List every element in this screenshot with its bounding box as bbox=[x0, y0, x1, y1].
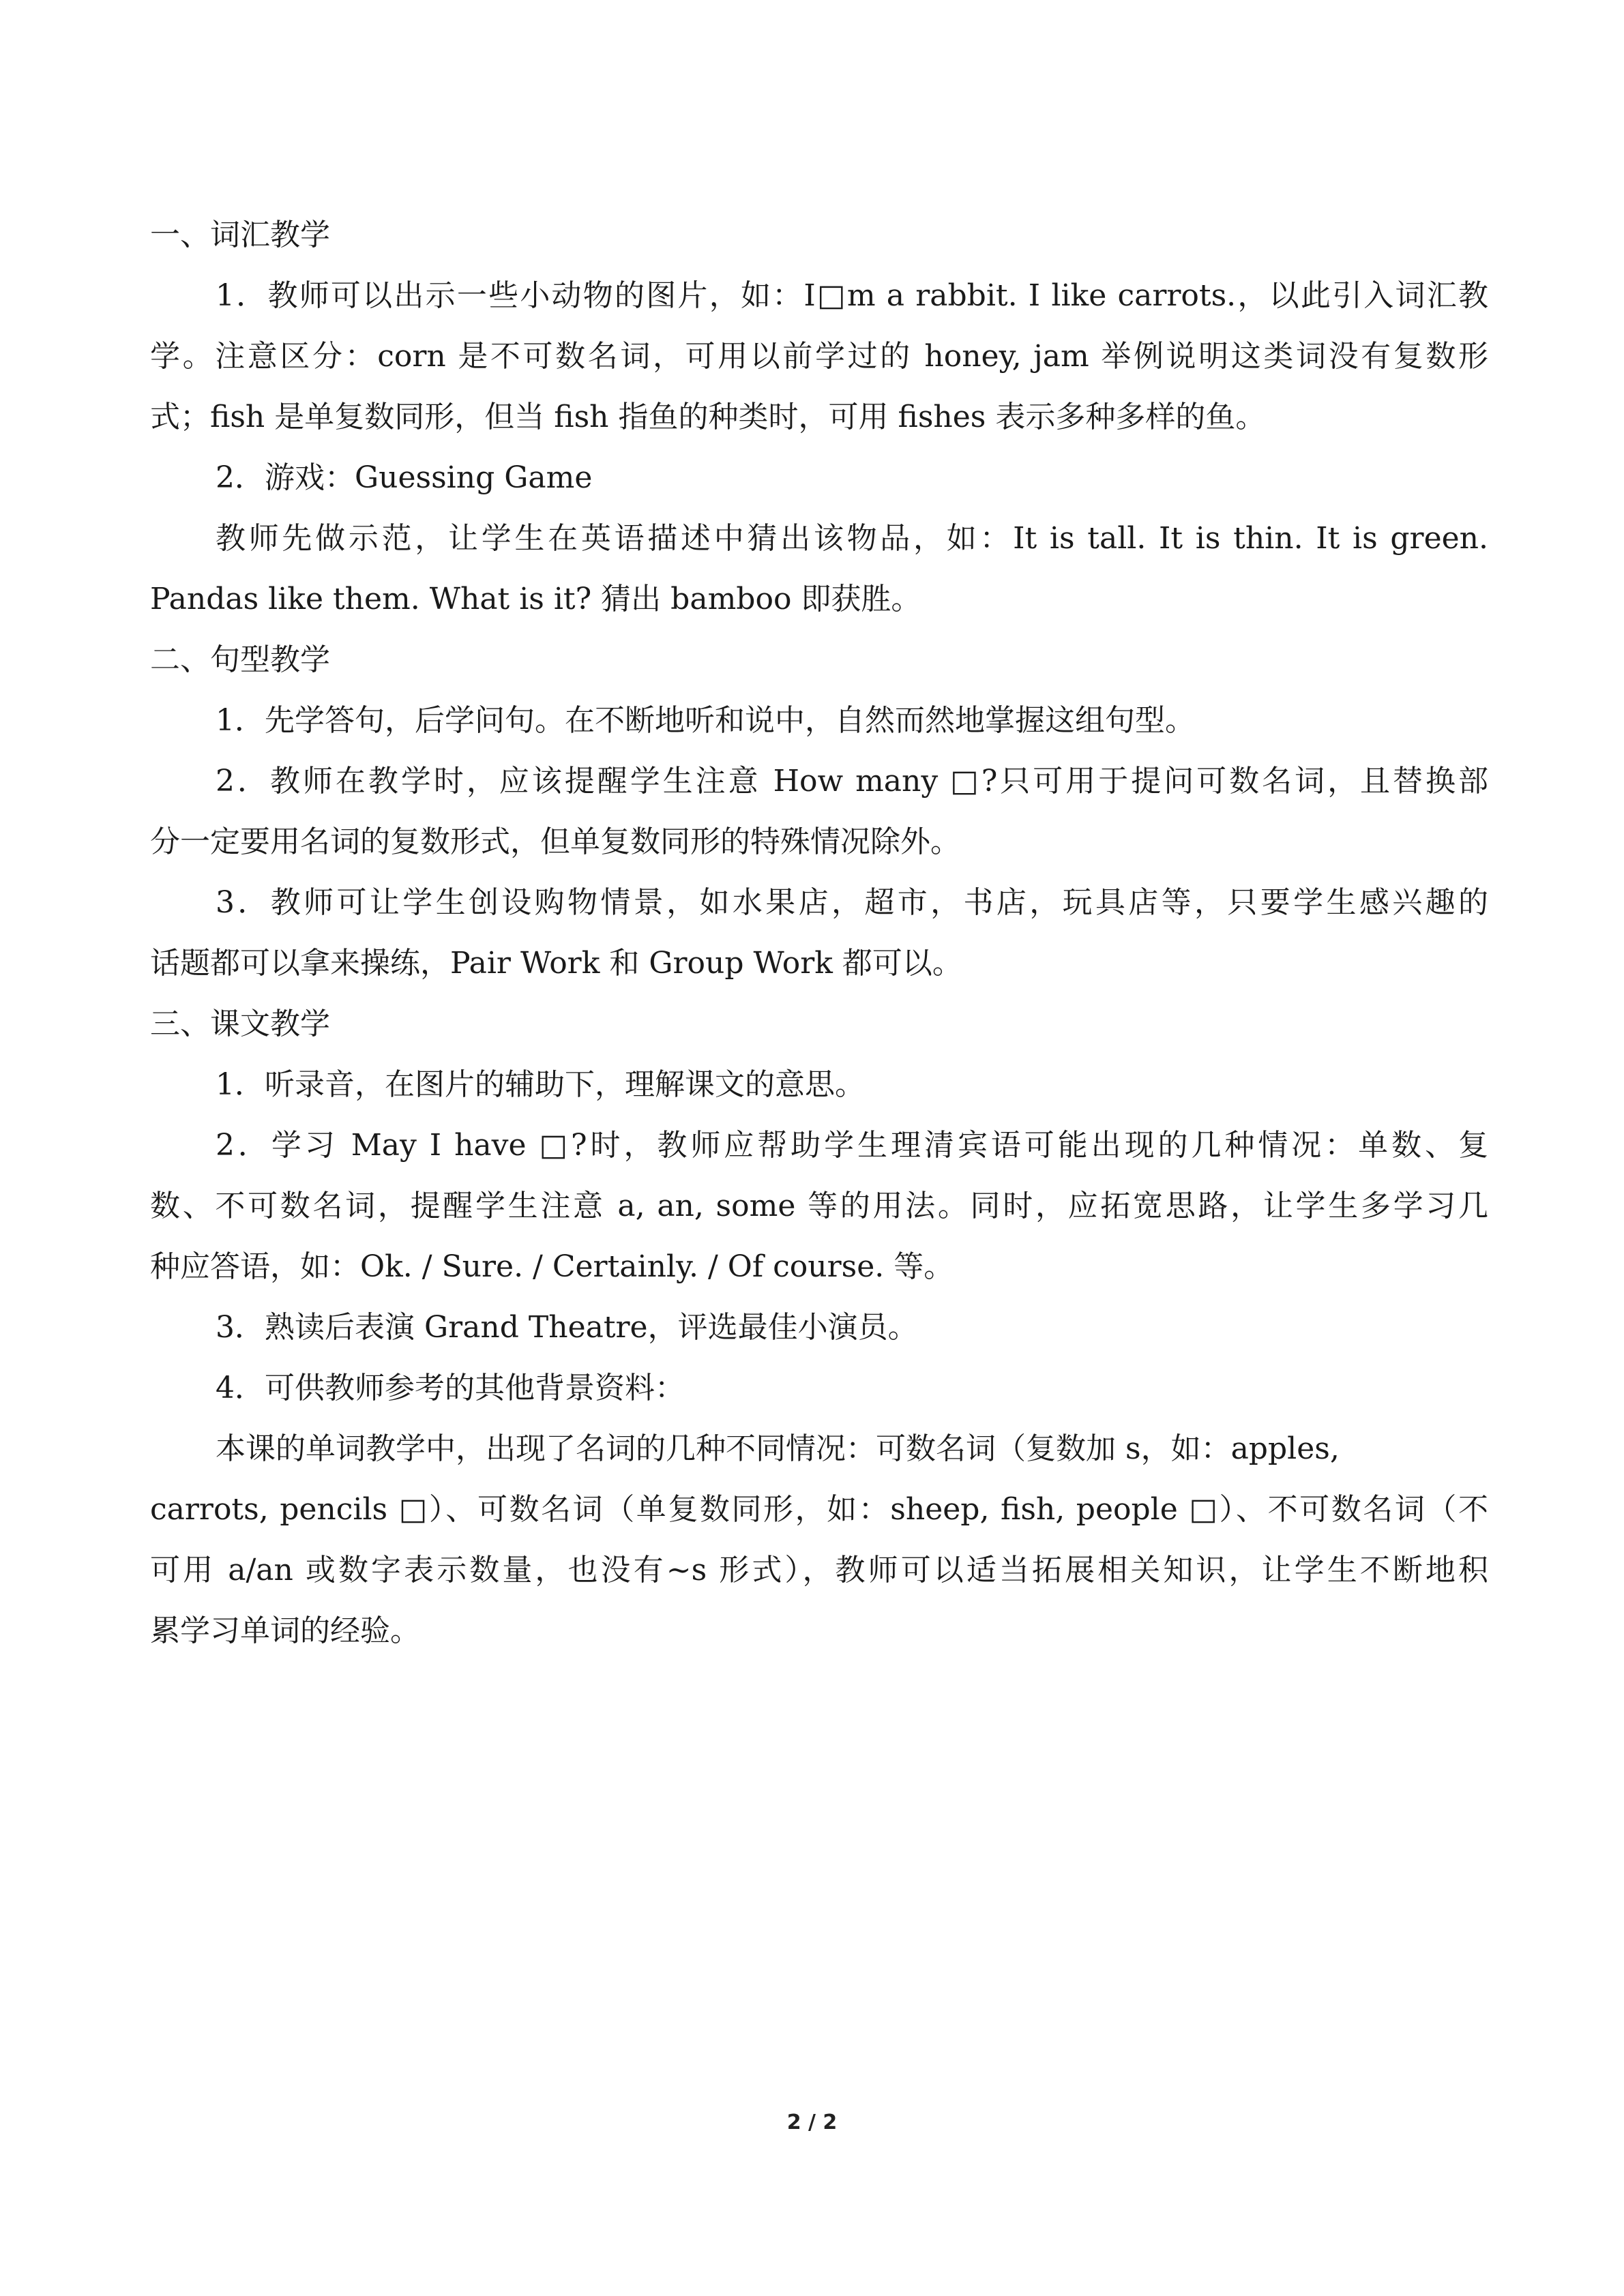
paragraph-line: 分一定要用名词的复数形式，但单复数同形的特殊情况除外。 bbox=[150, 824, 960, 859]
document-body bbox=[150, 205, 1488, 1661]
paragraph-line: 2．教师在教学时，应该提醒学生注意 How many □?只可用于提问可数名词，且替换部 bbox=[216, 764, 1488, 799]
section-heading-sentence-patterns: 二、句型教学 bbox=[150, 642, 330, 677]
paragraph-line: 数、不可数名词，提醒学生注意 a, an, some 等的用法。同时，应拓宽思路，让学生多学习几 bbox=[150, 1189, 1488, 1223]
paragraph-line: 3．熟读后表演 Grand Theatre，评选最佳小演员。 bbox=[216, 1310, 918, 1345]
paragraph-line: 话题都可以拿来操练，Pair Work 和 Group Work 都可以。 bbox=[150, 946, 962, 981]
paragraph-line: 1．听录音，在图片的辅助下，理解课文的意思。 bbox=[216, 1067, 865, 1102]
paragraph-line: 本课的单词教学中，出现了名词的几种不同情况：可数名词（复数加 s，如：apples, bbox=[216, 1431, 1340, 1466]
paragraph-line: 可用 a/an 或数字表示数量，也没有~s 形式），教师可以适当拓展相关知识，让学生不断地积 bbox=[150, 1553, 1488, 1587]
paragraph-line: 式；fish 是单复数同形，但当 fish 指鱼的种类时，可用 fishes 表示多种多样的鱼。 bbox=[150, 400, 1266, 434]
page-number: 2 / 2 bbox=[786, 2111, 838, 2134]
section-heading-vocabulary: 一、词汇教学 bbox=[150, 218, 330, 252]
paragraph-line: carrots, pencils □）、可数名词（单复数同形，如：sheep, fish, people □）、不可数名词（不 bbox=[150, 1492, 1488, 1527]
paragraph-line: 1．教师可以出示一些小动物的图片，如：I□m a rabbit. I like carrots.，以此引入词汇教 bbox=[216, 278, 1488, 313]
paragraph-line: 4．可供教师参考的其他背景资料： bbox=[216, 1371, 685, 1405]
paragraph-line: 3．教师可让学生创设购物情景，如水果店，超市，书店，玩具店等，只要学生感兴趣的 bbox=[216, 885, 1488, 920]
paragraph-line: 1．先学答句，后学问句。在不断地听和说中，自然而然地掌握这组句型。 bbox=[216, 703, 1195, 738]
paragraph-line: Pandas like them. What is it? 猜出 bamboo 即获胜。 bbox=[150, 582, 921, 616]
paragraph-line: 学。注意区分：corn 是不可数名词，可用以前学过的 honey, jam 举例说明这类词没有复数形 bbox=[150, 339, 1488, 374]
paragraph-line: 2．学习 May I have □?时，教师应帮助学生理清宾语可能出现的几种情况：单数、复 bbox=[216, 1128, 1488, 1163]
paragraph-line: 教师先做示范，让学生在英语描述中猜出该物品，如：It is tall. It is thin. It is green. bbox=[216, 521, 1488, 556]
paragraph-line: 种应答语，如：Ok. / Sure. / Certainly. / Of course. 等。 bbox=[150, 1249, 954, 1284]
paragraph-line: 2．游戏：Guessing Game bbox=[216, 460, 593, 495]
paragraph-line: 累学习单词的经验。 bbox=[150, 1613, 420, 1648]
section-heading-text-teaching: 三、课文教学 bbox=[150, 1007, 330, 1041]
